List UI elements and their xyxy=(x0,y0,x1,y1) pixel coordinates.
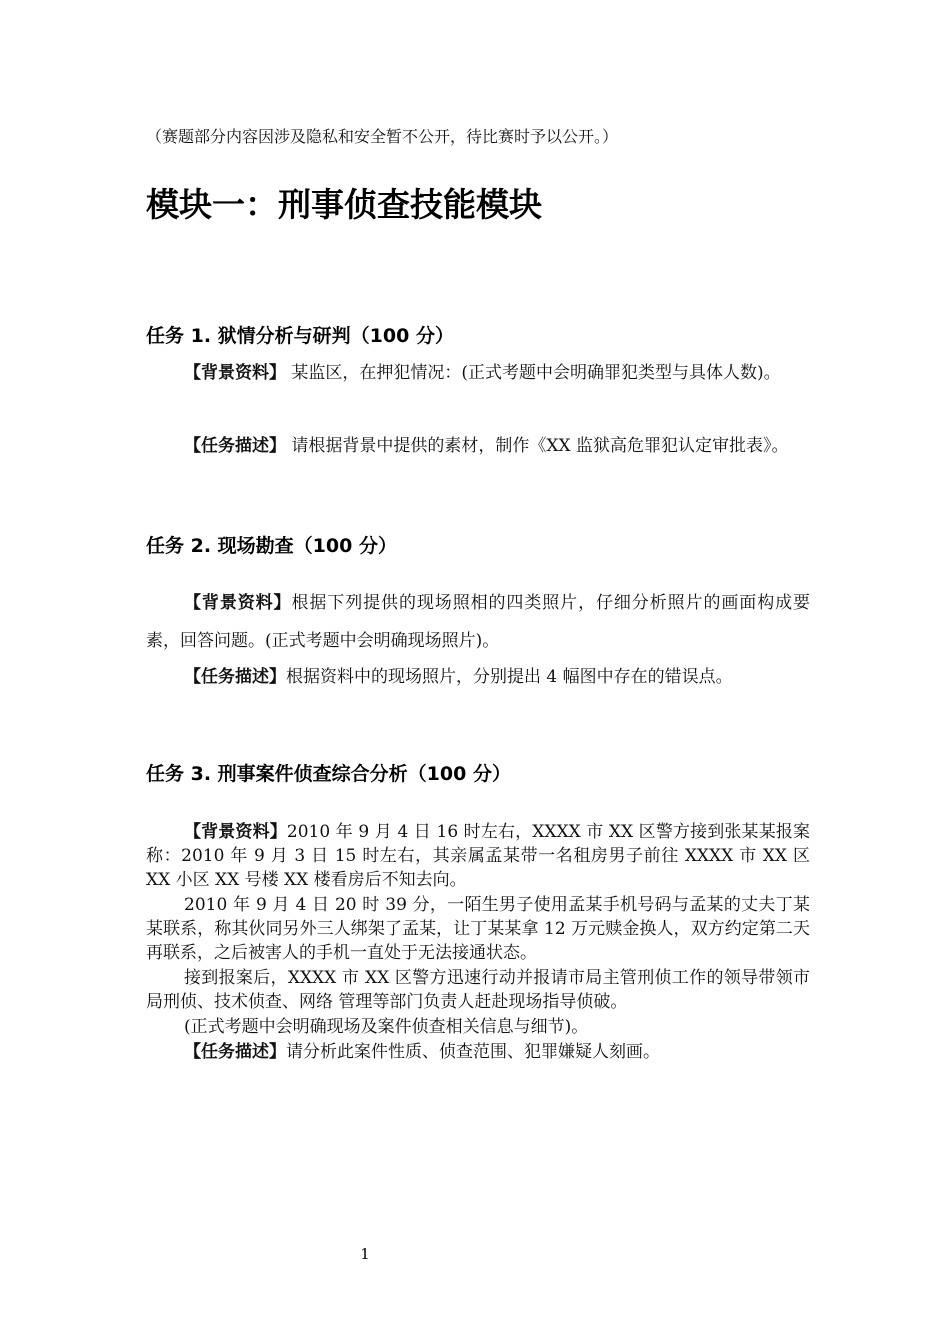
task2-background-text: 根据下列提供的现场照相的四类照片，仔细分析照片的画面构成要素，回答问题。(正式考题中会明确现场照片)。 xyxy=(146,593,811,651)
module-title: 模块一：刑事侦查技能模块 xyxy=(146,185,542,224)
task3-background xyxy=(146,820,810,892)
task3-description xyxy=(146,1040,810,1064)
task2-background xyxy=(146,584,810,660)
task1-title: 任务 1. 狱情分析与研判（100 分） xyxy=(146,325,454,347)
task3-background-label: 【背景资料】 xyxy=(184,822,287,842)
task2-description-label: 【任务描述】 xyxy=(184,667,286,687)
task1-description xyxy=(146,427,810,465)
task3-title: 任务 3. 刑事案件侦查综合分析（100 分） xyxy=(146,763,511,785)
task2-background-label: 【背景资料】 xyxy=(184,593,292,613)
task3-description-text: 请分析此案件性质、侦查范围、犯罪嫌疑人刻画。 xyxy=(286,1042,660,1062)
task3-description-label: 【任务描述】 xyxy=(184,1042,286,1062)
task1-description-label: 【任务描述】 xyxy=(184,436,286,456)
page-number: 1 xyxy=(360,1245,370,1263)
task3-background-text: 2010 年 9 月 4 日 16 时左右，XXXX 市 XX 区警方接到张某某报案称：2010 年 9 月 3 日 15 时左右，其亲属孟某带一名租房男子前往 XXXX 市 XX 区 XX 小区 XX 号楼 XX 楼看房后不知去向。 xyxy=(146,822,810,890)
task2-title: 任务 2. 现场勘查（100 分） xyxy=(146,535,397,557)
task3-paragraph-2: 2010 年 9 月 4 日 20 时 39 分，一陌生男子使用孟某手机号码与孟某的丈夫丁某某联系，称其伙同另外三人绑架了孟某，让丁某某拿 12 万元赎金换人，双方约定第二天再联系，之后被害人的手机一直处于无法接通状态。 xyxy=(146,895,810,963)
task1-background-text: 某监区，在押犯情况：(正式考题中会明确罪犯类型与具体人数)。 xyxy=(286,363,781,383)
task3-paragraph-3: 接到报案后，XXXX 市 XX 区警方迅速行动并报请市局主管刑侦工作的领导带领市局刑侦、技术侦查、网络 管理等部门负责人赶赴现场指导侦破。 xyxy=(146,968,810,1012)
task1-background-label: 【背景资料】 xyxy=(184,363,286,383)
task3-paragraph-4: (正式考题中会明确现场及案件侦查相关信息与细节)。 xyxy=(184,1017,589,1037)
task2-description-text: 根据资料中的现场照片，分别提出 4 幅图中存在的错误点。 xyxy=(286,667,733,687)
task1-background xyxy=(146,354,810,392)
disclaimer-note: （赛题部分内容因涉及隐私和安全暂不公开，待比赛时予以公开。） xyxy=(146,127,619,146)
task2-description xyxy=(146,658,810,696)
task1-description-text: 请根据背景中提供的素材，制作《XX 监狱高危罪犯认定审批表》。 xyxy=(286,436,789,456)
